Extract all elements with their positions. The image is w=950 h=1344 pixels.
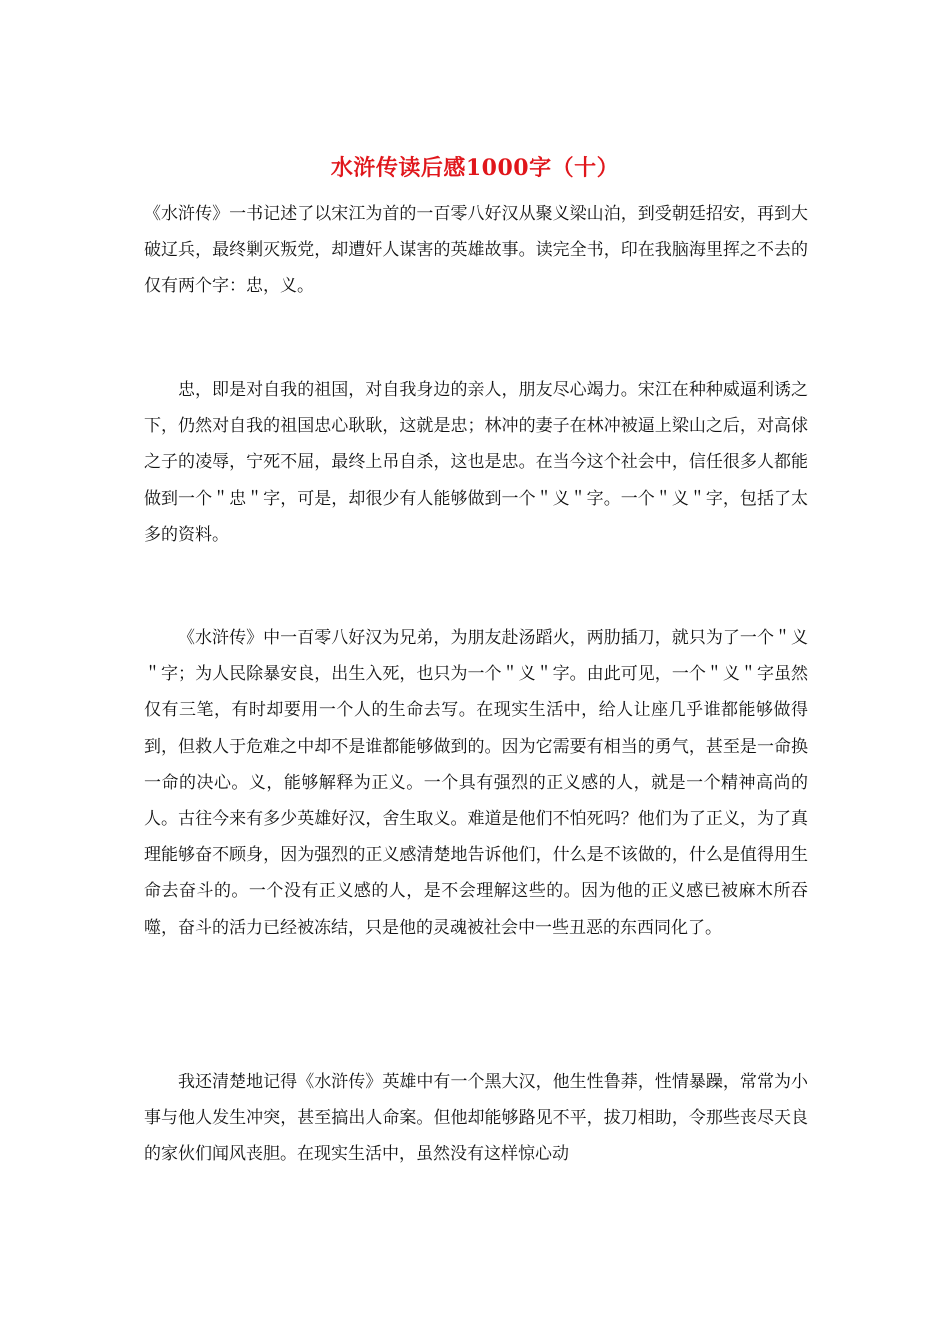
paragraph-loyalty: 忠，即是对自我的祖国，对自我身边的亲人，朋友尽心竭力。宋江在种种威逼利诱之下，仍然对自我的祖国忠心耿耿，这就是忠；林冲的妻子在林冲被逼上梁山之后，对高俅之子的凌辱，宁死不屈，最终上吊自杀，这也是忠。在当今这个社会中，信任很多人都能做到一个＂忠＂字，可是，却很少有人能够做到一个＂义＂字。一个＂义＂字，包括了太多的资料。 <box>144 380 808 545</box>
paragraph-righteousness: 《水浒传》中一百零八好汉为兄弟，为朋友赴汤蹈火，两肋插刀，就只为了一个＂义＂字；为人民除暴安良，出生入死，也只为一个＂义＂字。由此可见，一个＂义＂字虽然仅有三笔，有时却要用一个人的生命去写。在现实生活中，给人让座几乎谁都能够做得到，但救人于危难之中却不是谁都能够做到的。因为它需要有相当的勇气，甚至是一命换一命的决心。义，能够解释为正义。一个具有强烈的正义感的人，就是一个精神高尚的人。古往今来有多少英雄好汉，舍生取义。难道是他们不怕死吗？他们为了正义，为了真理能够奋不顾身，因为强烈的正义感清楚地告诉他们，什么是不该做的，什么是值得用生命去奋斗的。一个没有正义感的人，是不会理解这些的。因为他的正义感已被麻木所吞噬，奋斗的活力已经被冻结，只是他的灵魂被社会中一些丑恶的东西同化了。 <box>144 628 808 938</box>
paragraph-black-whirlwind: 我还清楚地记得《水浒传》英雄中有一个黑大汉，他生性鲁莽，性情暴躁，常常为小事与他人发生冲突，甚至搞出人命案。但他却能够路见不平，拔刀相助，令那些丧尽天良的家伙们闻风丧胆。在现实生活中，虽然没有这样惊心动 <box>144 1072 808 1165</box>
paragraph-intro: 《水浒传》一书记述了以宋江为首的一百零八好汉从聚义梁山泊，到受朝廷招安，再到大破辽兵，最终剿灭叛党，却遭奸人谋害的英雄故事。读完全书，印在我脑海里挥之不去的仅有两个字：忠，义。 <box>144 204 808 297</box>
document-title: 水浒传读后感1000字（十） <box>330 155 620 181</box>
